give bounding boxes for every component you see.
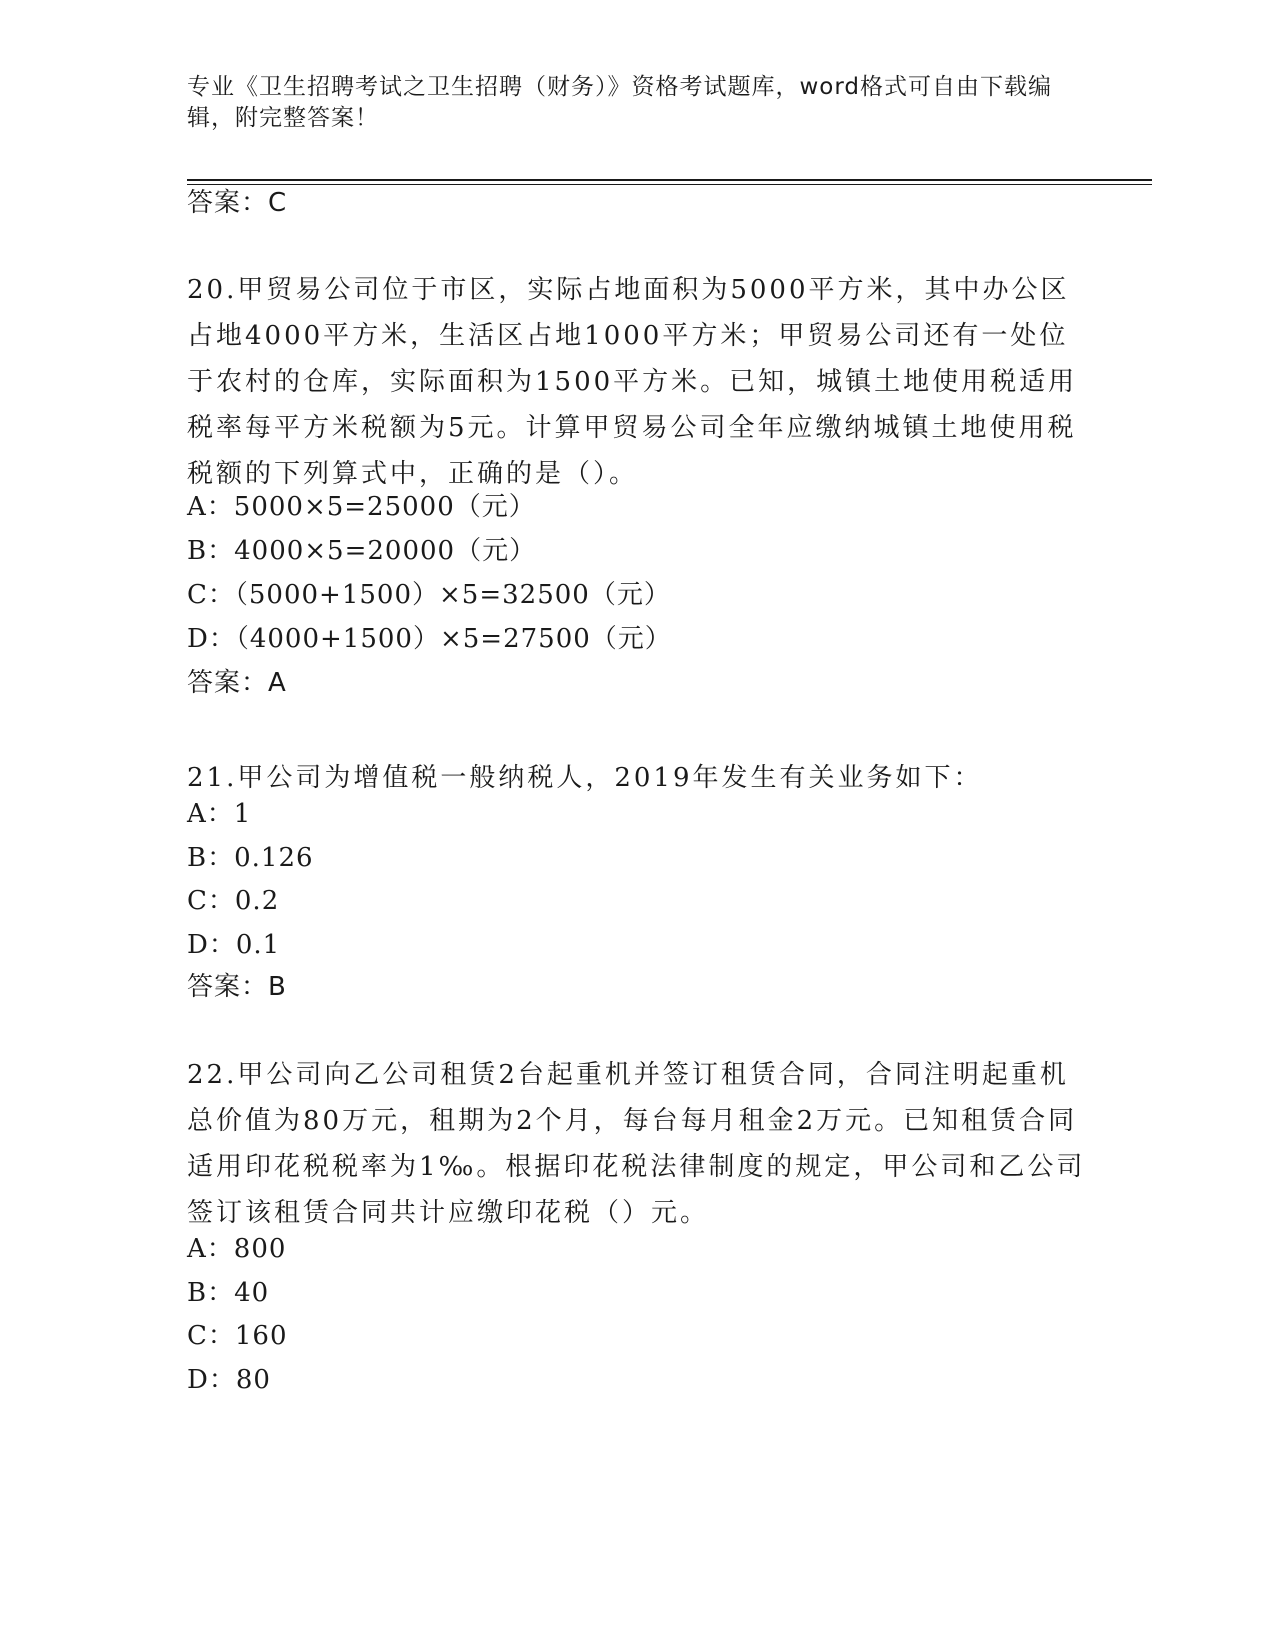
header-divider-thin bbox=[187, 184, 1152, 185]
question-20-option-c: C：（5000+1500）×5=32500（元） bbox=[187, 580, 671, 610]
document-header: 专业《卫生招聘考试之卫生招聘（财务）》资格考试题库，word格式可自由下载编辑，附完整答案！ bbox=[187, 74, 1053, 131]
answer-q20: 答案：A bbox=[187, 668, 287, 698]
question-21-stem: 21.甲公司为增值税一般纳税人，2019年发生有关业务如下： bbox=[187, 763, 983, 793]
question-22-option-b: B：40 bbox=[187, 1278, 270, 1308]
question-21-option-c: C：0.2 bbox=[187, 886, 280, 916]
question-20-stem: 20.甲贸易公司位于市区，实际占地面积为5000平方米，其中办公区占地4000平方米，生活区占地1000平方米；甲贸易公司还有一处位于农村的仓库，实际面积为1500平方米。已知，城镇土地使用税适用税率每平方米税额为5元。计算甲贸易公司全年应缴纳城镇土地使用税税额的下列算式中，正确的是（）。 bbox=[187, 275, 1078, 489]
question-21-option-d: D：0.1 bbox=[187, 930, 281, 960]
answer-q21: 答案：B bbox=[187, 972, 287, 1002]
question-22-option-c: C：160 bbox=[187, 1321, 288, 1351]
question-20-option-b: B：4000×5=20000（元） bbox=[187, 536, 537, 566]
question-20-option-a: A：5000×5=25000（元） bbox=[187, 492, 536, 522]
question-22-option-d: D：80 bbox=[187, 1365, 271, 1395]
question-21-option-b: B：0.126 bbox=[187, 843, 314, 873]
question-21-option-a: A：1 bbox=[187, 799, 252, 829]
answer-q19: 答案：C bbox=[187, 188, 288, 218]
question-20-option-d: D：（4000+1500）×5=27500（元） bbox=[187, 624, 672, 654]
question-22-option-a: A：800 bbox=[187, 1234, 287, 1264]
header-divider-thick bbox=[187, 179, 1152, 181]
question-22-stem: 22.甲公司向乙公司租赁2台起重机并签订租赁合同，合同注明起重机总价值为80万元，租期为2个月，每台每月租金2万元。已知租赁合同适用印花税税率为1‰。根据印花税法律制度的规定，甲公司和乙公司签订该租赁合同共计应缴印花税（）元。 bbox=[187, 1060, 1086, 1228]
